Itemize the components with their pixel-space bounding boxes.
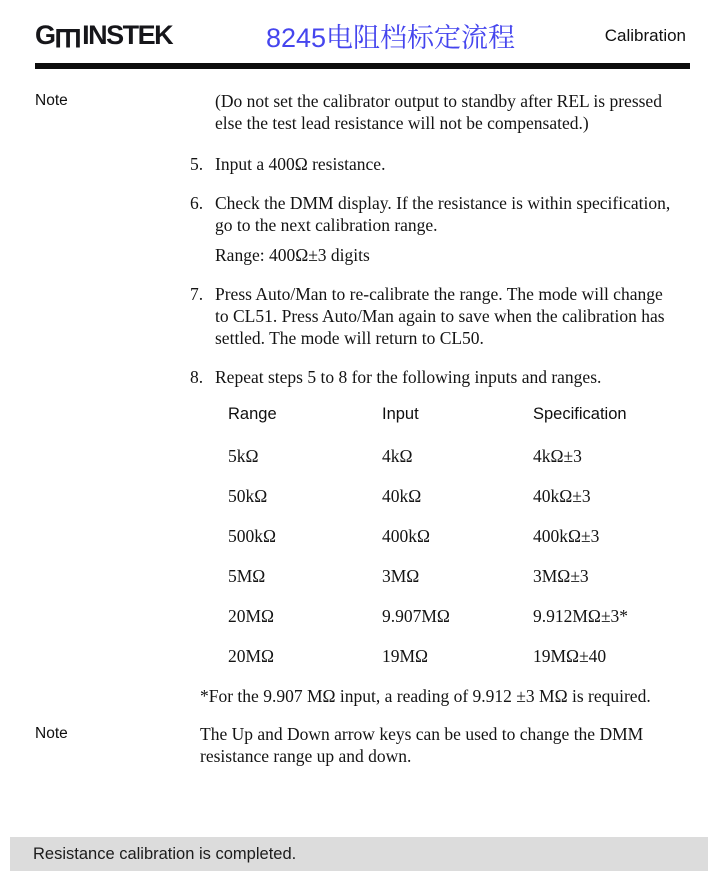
table-cell: 500kΩ xyxy=(228,526,277,546)
note-text: (Do not set the calibrator output to standby after REL is pressed else the test lead resistance will not be compensated.) xyxy=(215,91,662,133)
step-item-8 xyxy=(190,366,708,388)
table-row xyxy=(228,485,693,525)
table-cell: 3MΩ xyxy=(382,566,420,586)
range-spec-note: Range: 400Ω±3 digits xyxy=(215,245,370,265)
table-header-row xyxy=(228,405,693,445)
table-cell: 20MΩ xyxy=(228,606,275,626)
table-row xyxy=(228,605,693,645)
column-header-input: Input xyxy=(382,405,419,423)
table-cell: 50kΩ xyxy=(228,486,268,506)
table-row xyxy=(228,645,693,685)
table-cell: 4kΩ xyxy=(382,446,413,466)
note-section-top xyxy=(0,90,708,134)
note-label: Note xyxy=(35,92,68,109)
note-section-bottom xyxy=(0,723,708,767)
step-item-6 xyxy=(190,192,708,266)
column-header-specification: Specification xyxy=(533,405,627,423)
completion-banner-text: Resistance calibration is completed. xyxy=(33,844,297,863)
calibration-table xyxy=(228,405,693,685)
step-item-7 xyxy=(190,283,708,349)
logo-w-glyph: Ш xyxy=(55,23,82,53)
note-label: Note xyxy=(35,725,68,742)
step-number: 7. xyxy=(190,284,204,304)
table-footnote: *For the 9.907 MΩ input, a reading of 9.912 ±3 MΩ is required. xyxy=(200,686,651,706)
step-number: 5. xyxy=(190,154,204,174)
step-number: 6. xyxy=(190,193,204,213)
page-title: 8245电阻档标定流程 xyxy=(265,23,516,53)
table-cell: 5kΩ xyxy=(228,446,259,466)
table-row xyxy=(228,445,693,485)
table-cell: 9.907MΩ xyxy=(382,606,450,626)
table-cell: 9.912MΩ±3* xyxy=(533,606,629,626)
logo-instek-text: INSTEK xyxy=(82,20,173,50)
table-cell: 19MΩ xyxy=(382,646,429,666)
step-item-5 xyxy=(190,153,708,175)
logo-g-glyph: G xyxy=(35,20,55,50)
table-cell: 3MΩ±3 xyxy=(533,566,589,586)
header-rule xyxy=(35,63,690,69)
table-row xyxy=(228,525,693,565)
completion-banner xyxy=(10,837,708,871)
table-cell: 20MΩ xyxy=(228,646,275,666)
step-body xyxy=(215,192,673,266)
step-number: 8. xyxy=(190,367,204,387)
table-cell: 400kΩ±3 xyxy=(533,526,600,546)
table-cell: 4kΩ±3 xyxy=(533,446,582,466)
step-text: Input a 400Ω resistance. xyxy=(215,154,386,174)
gw-instek-logo xyxy=(35,20,205,51)
table-cell: 400kΩ xyxy=(382,526,431,546)
table-cell: 40kΩ±3 xyxy=(533,486,591,506)
step-body xyxy=(215,366,601,388)
table-row xyxy=(228,565,693,605)
table-cell: 40kΩ xyxy=(382,486,422,506)
header-section-label: Calibration xyxy=(604,25,686,45)
note-text: The Up and Down arrow keys can be used to change the DMM resistance range up and down. xyxy=(200,724,644,766)
step-text: Press Auto/Man to re-calibrate the range. The mode will change to CL51. Press Auto/Man again to save when the calibration has settled. The mode will return to CL50. xyxy=(215,284,665,348)
step-text: Check the DMM display. If the resistance is within specification, go to the next calibration range. xyxy=(215,193,671,235)
step-body xyxy=(215,283,673,349)
column-header-range: Range xyxy=(228,405,277,423)
table-cell: 19MΩ±40 xyxy=(533,646,607,666)
page-header xyxy=(0,0,708,55)
steps-list xyxy=(190,153,708,388)
table-cell: 5MΩ xyxy=(228,566,266,586)
step-text: Repeat steps 5 to 8 for the following inputs and ranges. xyxy=(215,367,602,387)
step-body xyxy=(215,153,385,175)
